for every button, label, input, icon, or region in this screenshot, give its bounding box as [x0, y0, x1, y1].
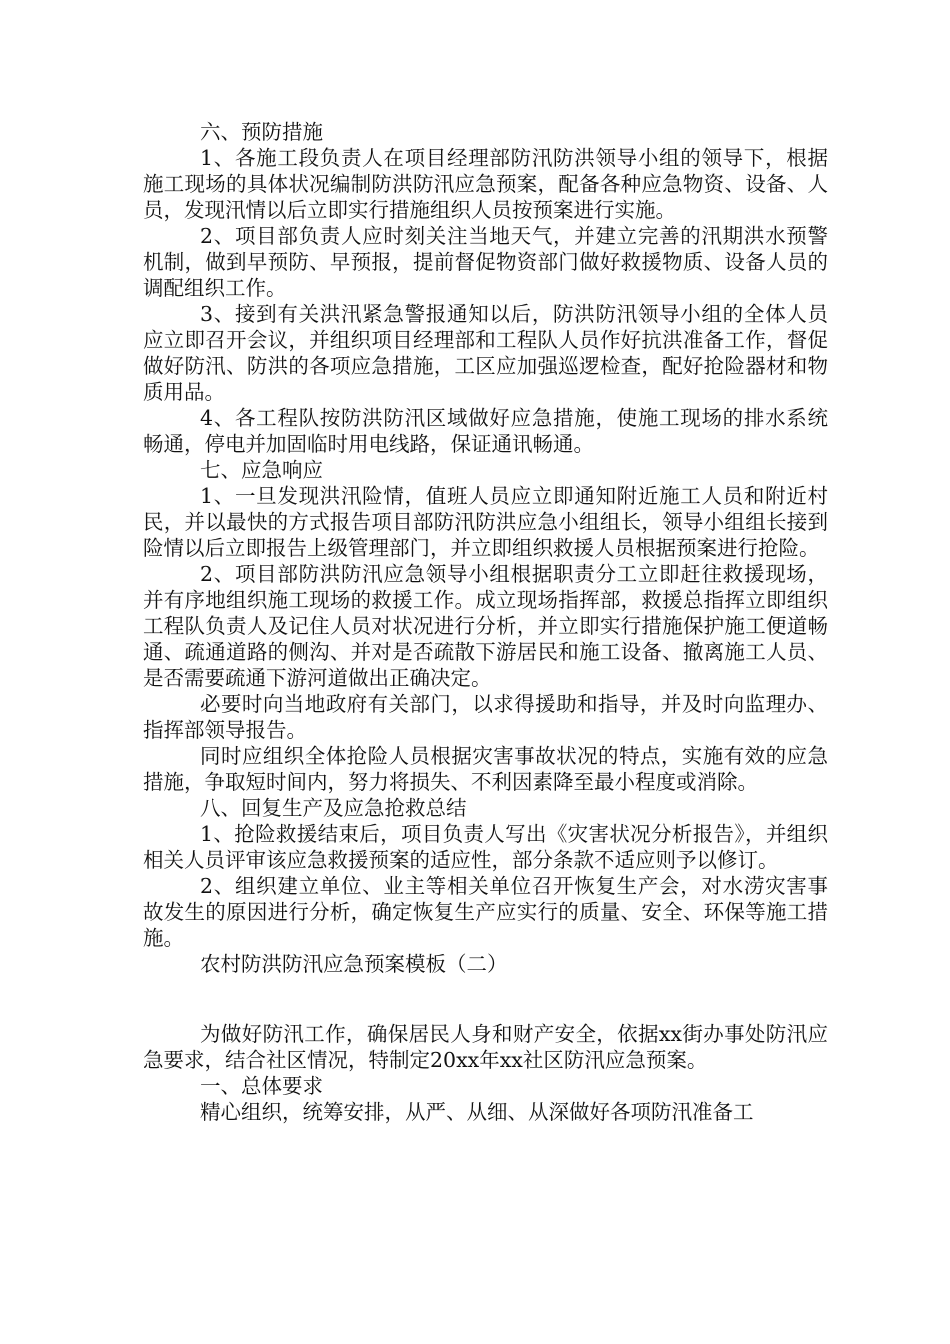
- paragraph: 2、组织建立单位、业主等相关单位召开恢复生产会，对水涝灾害事故发生的原因进行分析，确定恢复生产应实行的质量、安全、环保等施工措施。: [143, 874, 828, 950]
- paragraph: 2、项目部防洪防汛应急领导小组根据职责分工立即赶往救援现场，并有序地组织施工现场的救援工作。成立现场指挥部，救援总指挥立即组织工程队负责人及记住人员对状况进行分析，并立即实行措施保护施工便道畅通、疏通道路的侧沟、并对是否疏散下游居民和施工设备、撤离施工人员、是否需要疏通下游河道做出正确决定。: [143, 562, 828, 690]
- paragraph: 精心组织，统筹安排，从严、从细、从深做好各项防汛准备工: [200, 1100, 754, 1124]
- section-heading-general-requirements: 一、总体要求: [200, 1074, 323, 1098]
- paragraph: 4、各工程队按防洪防汛区域做好应急措施，使施工现场的排水系统畅通，停电并加固临时用电线路，保证通讯畅通。: [143, 406, 828, 456]
- paragraph: 1、抢险救援结束后，项目负责人写出《灾害状况分析报告》，并组织相关人员评审该应急救援预案的适应性，部分条款不适应则予以修订。: [143, 822, 828, 872]
- section-heading-recovery: 八、回复生产及应急抢救总结: [200, 796, 467, 820]
- document-body: [143, 119, 828, 1125]
- paragraph: 必要时向当地政府有关部门，以求得援助和指导，并及时向监理办、指挥部领导报告。: [143, 692, 828, 742]
- section-heading-prevention: 六、预防措施: [200, 120, 323, 144]
- section-heading-emergency-response: 七、应急响应: [200, 458, 323, 482]
- blank-line: [143, 977, 828, 1021]
- paragraph: 2、项目部负责人应时刻关注当地天气，并建立完善的汛期洪水预警机制，做到早预防、早预报，提前督促物资部门做好救援物质、设备人员的调配组织工作。: [143, 224, 828, 300]
- paragraph: 为做好防汛工作，确保居民人身和财产安全，依据xx街办事处防汛应急要求，结合社区情况，特制定20xx年xx社区防汛应急预案。: [143, 1022, 828, 1072]
- paragraph: 同时应组织全体抢险人员根据灾害事故状况的特点，实施有效的应急措施，争取短时间内，努力将损失、不利因素降至最小程度或消除。: [143, 744, 828, 794]
- paragraph: 3、接到有关洪汛紧急警报通知以后，防洪防汛领导小组的全体人员应立即召开会议，并组织项目经理部和工程队人员作好抗洪准备工作，督促做好防汛、防洪的各项应急措施，工区应加强巡逻检查，配好抢险器材和物质用品。: [143, 302, 828, 404]
- paragraph: 1、一旦发现洪汛险情，值班人员应立即通知附近施工人员和附近村民，并以最快的方式报告项目部防汛防洪应急小组组长，领导小组组长接到险情以后立即报告上级管理部门，并立即组织救援人员根据预案进行抢险。: [143, 484, 828, 560]
- template-title: 农村防洪防汛应急预案模板（二）: [200, 952, 508, 976]
- paragraph: 1、各施工段负责人在项目经理部防汛防洪领导小组的领导下，根据施工现场的具体状况编制防洪防汛应急预案，配备各种应急物资、设备、人员，发现汛情以后立即实行措施组织人员按预案进行实施。: [143, 146, 828, 222]
